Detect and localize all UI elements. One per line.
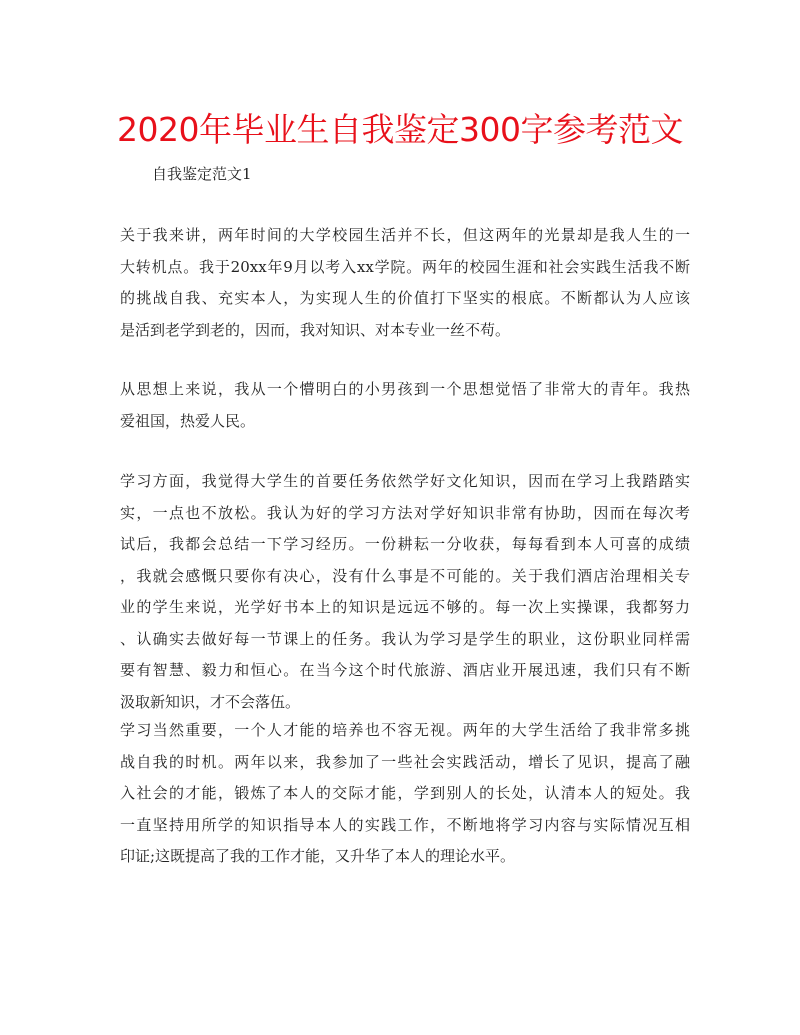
paragraph-line: 学习方面，我觉得大学生的首要任务依然学好文化知识，因而在学习上我踏踏实 (120, 472, 690, 490)
paragraph-line: 从思想上来说，我从一个懵明白的小男孩到一个思想觉悟了非常大的青年。我热 (120, 380, 690, 398)
paragraph-2 (120, 374, 690, 437)
paragraph-line: 入社会的才能，锻炼了本人的交际才能，学到别人的长处，认清本人的短处。我 (120, 784, 690, 802)
paragraph-3 (120, 466, 690, 718)
paragraph-line: 汲取新知识，才不会落伍。 (120, 692, 301, 711)
paragraph-line: 学习当然重要，一个人才能的培养也不容无视。两年的大学生活给了我非常多挑 (120, 721, 690, 739)
paragraph-line: 大转机点。我于20xx年9月以考入xx学院。两年的校园生涯和社会实践生活我不断 (120, 257, 690, 276)
paragraph-line: 一直坚持用所学的知识指导本人的实践工作，不断地将学习内容与实际情况互相 (120, 815, 690, 834)
paragraph-line: 业的学生来说，光学好书本上的知识是远远不够的。每一次上实操课，我都努力 (120, 598, 690, 616)
paragraph-1 (120, 220, 690, 346)
paragraph-line: 实，一点也不放松。我认为好的学习方法对学好知识非常有协助，因而在每次考 (120, 503, 690, 522)
paragraph-line: 战自我的时机。两年以来，我参加了一些社会实践活动，增长了见识，提高了融 (120, 752, 690, 771)
paragraph-line: 关于我来讲，两年时间的大学校园生活并不长，但这两年的光景却是我人生的一 (120, 226, 690, 244)
paragraph-line: 是活到老学到老的，因而，我对知识、对本专业一丝不苟。 (120, 320, 511, 339)
paragraph-line: ，我就会感慨只要你有决心，没有什么事是不可能的。关于我们酒店治理相关专 (120, 566, 690, 585)
paragraph-line: 、认确实去做好每一节课上的任务。我认为学习是学生的职业，这份职业同样需 (120, 629, 690, 648)
document-title: 2020年毕业生自我鉴定300字参考范文 (117, 110, 683, 149)
paragraph-line: 的挑战自我、充实本人，为实现人生的价值打下坚实的根底。不断都认为人应该 (120, 289, 690, 307)
document-subtitle: 自我鉴定范文1 (152, 165, 252, 183)
paragraph-line: 印证;这既提高了我的工作才能，又升华了本人的理论水平。 (120, 847, 516, 865)
paragraph-line: 爱祖国，热爱人民。 (120, 411, 256, 430)
paragraph-4 (120, 715, 690, 873)
paragraph-line: 要有智慧、毅力和恒心。在当今这个时代旅游、酒店业开展迅速，我们只有不断 (120, 661, 690, 679)
paragraph-line: 试后，我都会总结一下学习经历。一份耕耘一分收获，每每看到本人可喜的成绩 (120, 535, 690, 553)
